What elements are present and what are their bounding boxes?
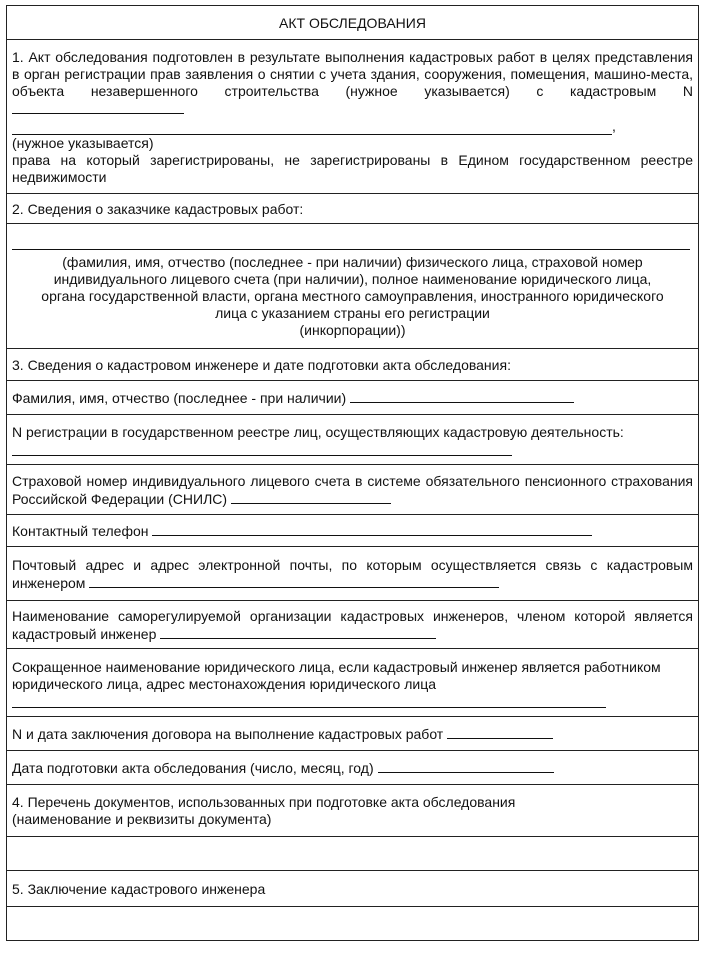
phone-label: Контактный телефон [12, 523, 149, 539]
section-4-heading-cell [7, 785, 699, 837]
org-field[interactable] [12, 693, 606, 708]
sro-cell [7, 601, 699, 649]
survey-date-label: Дата подготовки акта обследования (число, месяц, год) [12, 760, 374, 776]
survey-date-cell [7, 751, 699, 785]
engineer-fio-field[interactable] [350, 389, 574, 403]
section-1-tail: права на который зарегистрированы, не зарегистрированы в Едином государственном реестре недвижимости [12, 151, 693, 185]
survey-act-form [6, 5, 699, 941]
section-3-heading-cell [7, 349, 699, 381]
engineer-fio-label: Фамилия, имя, отчество (последнее - при наличии) [12, 390, 347, 406]
registry-number-label: N регистрации в государственном реестре лиц, осуществляющих кадастровую деятельность: [12, 424, 624, 440]
section-2-heading: 2. Сведения о заказчике кадастровых работ: [12, 200, 304, 217]
section-3-heading: 3. Сведения о кадастровом инженере и дате подготовки акта обследования: [12, 356, 511, 373]
documents-list-field[interactable] [7, 837, 699, 871]
customer-cell [7, 224, 699, 349]
customer-field[interactable] [12, 235, 690, 250]
object-type-field[interactable] [12, 120, 612, 135]
address-cell [7, 547, 699, 601]
form-title: АКТ ОБСЛЕДОВАНИЯ [279, 14, 426, 31]
contract-label: N и дата заключения договора на выполнение кадастровых работ [12, 726, 444, 742]
registry-number-field[interactable] [12, 441, 512, 456]
contract-field[interactable] [447, 725, 553, 739]
contract-cell [7, 717, 699, 751]
phone-field[interactable] [152, 522, 592, 536]
snils-label: Страховой номер индивидуального лицевого счета в системе обязательного пенсионного страхования Российской Федерации (СНИЛС) [12, 472, 693, 507]
object-type-note: (нужное указывается) [12, 134, 154, 151]
org-label: Сокращенное наименование юридического лица, если кадастровый инженер является работником юридического лица, адрес местонахождения юридического лица [12, 658, 661, 692]
section-2-heading-cell [7, 194, 699, 224]
section-4-heading: 4. Перечень документов, использованных при подготовке акта обследования [12, 794, 516, 810]
survey-date-field[interactable] [378, 759, 554, 773]
conclusion-field[interactable] [7, 907, 699, 941]
section-5-heading: 5. Заключение кадастрового инженера [12, 880, 266, 897]
phone-cell [7, 515, 699, 547]
org-cell [7, 649, 699, 717]
section-5-heading-cell [7, 871, 699, 907]
sro-label: Наименование саморегулируемой организации кадастровых инженеров, членом которой является кадастровый инженер [12, 607, 693, 642]
customer-caption-line-4: лица с указанием страны его регистрации [215, 304, 490, 321]
customer-caption-line-5: (инкорпорации)) [299, 321, 406, 338]
engineer-fio-cell [7, 381, 699, 415]
form-title-cell [7, 6, 699, 40]
snils-field[interactable] [231, 490, 391, 504]
customer-caption-line-2: индивидуального лицевого счета (при наличии), полное наименование юридического лица, [53, 270, 652, 287]
customer-caption-line-1: (фамилия, имя, отчество (последнее - при наличии) физического лица, страховой номер [62, 253, 643, 270]
cadastral-number-field[interactable] [12, 100, 184, 114]
snils-cell [7, 465, 699, 515]
address-field[interactable] [89, 574, 499, 588]
address-label: Почтовый адрес и адрес электронной почты, по которым осуществляется связь с кадастровым инженером [12, 556, 693, 591]
comma: , [612, 117, 616, 134]
customer-caption-line-3: органа государственной власти, органа местного самоуправления, иностранного юридического [41, 287, 664, 304]
sro-field[interactable] [160, 625, 436, 639]
registry-number-cell [7, 415, 699, 465]
section-4-subheading: (наименование и реквизиты документа) [12, 811, 272, 827]
section-1-text: 1. Акт обследования подготовлен в результате выполнения кадастровых работ в целях представления в орган регистрации прав заявления о снятии с учета здания, сооружения, помещения, машино-места, объекта незавершенного строительства (нужное указывается) с кадастровым N [12, 48, 693, 99]
section-1-cell [7, 40, 699, 194]
